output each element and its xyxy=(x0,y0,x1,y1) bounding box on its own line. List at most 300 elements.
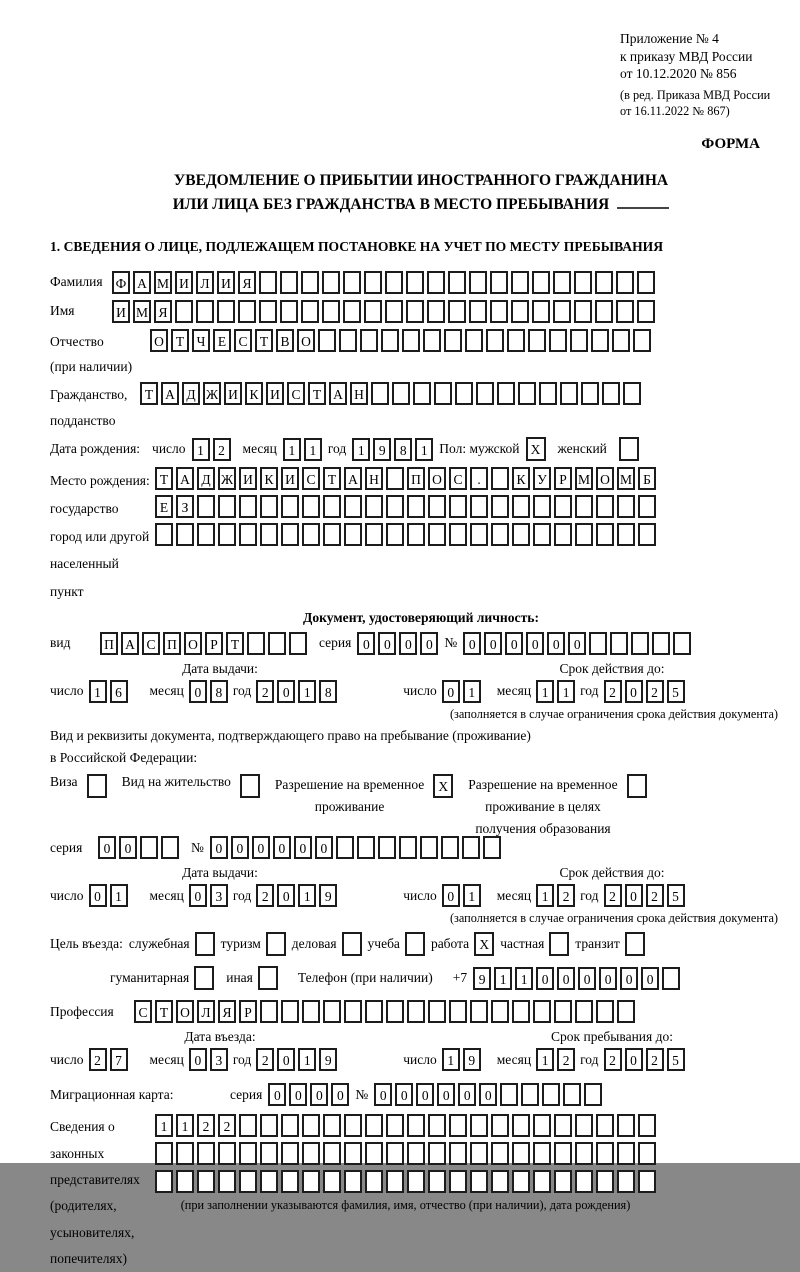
char-box[interactable]: 2 xyxy=(646,680,664,703)
char-box[interactable] xyxy=(176,1142,194,1165)
char-box[interactable]: 0 xyxy=(252,836,270,859)
char-box[interactable] xyxy=(386,1142,404,1165)
char-box[interactable] xyxy=(575,1142,593,1165)
char-box[interactable]: Д xyxy=(197,467,215,490)
char-box[interactable]: Т xyxy=(226,632,244,655)
purpose-humanitarian-checkbox[interactable] xyxy=(194,966,214,990)
char-box[interactable] xyxy=(591,329,609,352)
char-box[interactable] xyxy=(302,495,320,518)
char-box[interactable] xyxy=(507,329,525,352)
char-box[interactable] xyxy=(385,271,403,294)
char-box[interactable]: М xyxy=(154,271,172,294)
char-box[interactable] xyxy=(238,300,256,323)
char-box[interactable] xyxy=(575,523,593,546)
char-box[interactable] xyxy=(554,523,572,546)
char-box[interactable] xyxy=(155,523,173,546)
char-box[interactable] xyxy=(434,382,452,405)
char-box[interactable]: И xyxy=(112,300,130,323)
purpose-private-checkbox[interactable] xyxy=(549,932,569,956)
char-box[interactable] xyxy=(281,1000,299,1023)
char-box[interactable] xyxy=(407,1000,425,1023)
char-box[interactable] xyxy=(616,300,634,323)
char-box[interactable] xyxy=(589,632,607,655)
char-box[interactable]: 2 xyxy=(213,438,231,461)
char-box[interactable] xyxy=(365,1000,383,1023)
char-box[interactable] xyxy=(470,523,488,546)
char-box[interactable]: 0 xyxy=(277,884,295,907)
char-box[interactable]: И xyxy=(175,271,193,294)
char-box[interactable] xyxy=(399,836,417,859)
char-box[interactable]: 1 xyxy=(192,438,210,461)
char-box[interactable]: 1 xyxy=(298,884,316,907)
char-box[interactable] xyxy=(427,300,445,323)
char-box[interactable]: 1 xyxy=(352,438,370,461)
char-box[interactable]: А xyxy=(133,271,151,294)
char-box[interactable] xyxy=(491,1114,509,1137)
char-box[interactable] xyxy=(533,1142,551,1165)
char-box[interactable]: 8 xyxy=(210,680,228,703)
char-box[interactable] xyxy=(554,1000,572,1023)
char-box[interactable]: 1 xyxy=(298,680,316,703)
char-box[interactable]: К xyxy=(512,467,530,490)
char-box[interactable]: Р xyxy=(205,632,223,655)
char-box[interactable] xyxy=(365,495,383,518)
char-box[interactable]: 9 xyxy=(463,1048,481,1071)
char-box[interactable] xyxy=(428,1142,446,1165)
char-box[interactable]: 0 xyxy=(437,1083,455,1106)
char-box[interactable] xyxy=(217,300,235,323)
char-box[interactable]: Т xyxy=(155,1000,173,1023)
char-box[interactable] xyxy=(323,1142,341,1165)
char-box[interactable]: З xyxy=(176,495,194,518)
char-box[interactable]: 1 xyxy=(155,1114,173,1137)
residence-checkbox[interactable] xyxy=(240,774,260,798)
char-box[interactable] xyxy=(610,632,628,655)
char-box[interactable]: 9 xyxy=(319,884,337,907)
char-box[interactable] xyxy=(385,300,403,323)
char-box[interactable] xyxy=(155,1142,173,1165)
char-box[interactable] xyxy=(344,1170,362,1193)
char-box[interactable]: Я xyxy=(154,300,172,323)
char-box[interactable] xyxy=(673,632,691,655)
char-box[interactable] xyxy=(532,271,550,294)
char-box[interactable] xyxy=(486,329,504,352)
char-box[interactable]: . xyxy=(470,467,488,490)
char-box[interactable] xyxy=(449,1000,467,1023)
char-box[interactable] xyxy=(491,1000,509,1023)
char-box[interactable] xyxy=(616,271,634,294)
char-box[interactable]: 9 xyxy=(473,967,491,990)
char-box[interactable] xyxy=(239,1170,257,1193)
char-box[interactable] xyxy=(364,300,382,323)
char-box[interactable] xyxy=(638,523,656,546)
char-box[interactable] xyxy=(357,836,375,859)
char-box[interactable]: 2 xyxy=(557,1048,575,1071)
char-box[interactable] xyxy=(413,382,431,405)
char-box[interactable] xyxy=(581,382,599,405)
char-box[interactable] xyxy=(448,300,466,323)
char-box[interactable] xyxy=(570,329,588,352)
char-box[interactable]: М xyxy=(133,300,151,323)
char-box[interactable]: 0 xyxy=(289,1083,307,1106)
char-box[interactable] xyxy=(407,1170,425,1193)
edu-permit-checkbox[interactable] xyxy=(627,774,647,798)
char-box[interactable]: 0 xyxy=(273,836,291,859)
char-box[interactable]: 0 xyxy=(189,680,207,703)
purpose-commercial-checkbox[interactable] xyxy=(342,932,362,956)
char-box[interactable]: А xyxy=(161,382,179,405)
char-box[interactable] xyxy=(197,1142,215,1165)
char-box[interactable]: 8 xyxy=(319,680,337,703)
char-box[interactable] xyxy=(542,1083,560,1106)
char-box[interactable]: Ф xyxy=(112,271,130,294)
char-box[interactable]: Т xyxy=(255,329,273,352)
char-box[interactable] xyxy=(301,271,319,294)
char-box[interactable]: П xyxy=(100,632,118,655)
char-box[interactable] xyxy=(344,495,362,518)
char-box[interactable]: 0 xyxy=(625,1048,643,1071)
char-box[interactable] xyxy=(469,300,487,323)
char-box[interactable] xyxy=(407,495,425,518)
char-box[interactable]: С xyxy=(287,382,305,405)
char-box[interactable] xyxy=(260,1170,278,1193)
char-box[interactable]: 0 xyxy=(625,680,643,703)
char-box[interactable] xyxy=(470,1000,488,1023)
char-box[interactable] xyxy=(574,271,592,294)
char-box[interactable] xyxy=(512,1142,530,1165)
char-box[interactable] xyxy=(511,271,529,294)
char-box[interactable] xyxy=(155,1170,173,1193)
char-box[interactable] xyxy=(521,1083,539,1106)
char-box[interactable] xyxy=(584,1083,602,1106)
char-box[interactable] xyxy=(323,1170,341,1193)
char-box[interactable]: 0 xyxy=(536,967,554,990)
char-box[interactable] xyxy=(260,1114,278,1137)
char-box[interactable]: 1 xyxy=(515,967,533,990)
purpose-transit-checkbox[interactable] xyxy=(625,932,645,956)
char-box[interactable]: 1 xyxy=(536,680,554,703)
char-box[interactable] xyxy=(444,329,462,352)
char-box[interactable]: Я xyxy=(218,1000,236,1023)
char-box[interactable] xyxy=(386,467,404,490)
purpose-tourism-checkbox[interactable] xyxy=(266,932,286,956)
char-box[interactable] xyxy=(528,329,546,352)
char-box[interactable]: 1 xyxy=(298,1048,316,1071)
char-box[interactable] xyxy=(539,382,557,405)
char-box[interactable]: М xyxy=(575,467,593,490)
char-box[interactable] xyxy=(602,382,620,405)
char-box[interactable] xyxy=(365,1114,383,1137)
char-box[interactable]: И xyxy=(217,271,235,294)
char-box[interactable] xyxy=(392,382,410,405)
char-box[interactable] xyxy=(344,1114,362,1137)
char-box[interactable]: 2 xyxy=(89,1048,107,1071)
char-box[interactable] xyxy=(554,1114,572,1137)
char-box[interactable]: М xyxy=(617,467,635,490)
char-box[interactable] xyxy=(339,329,357,352)
char-box[interactable] xyxy=(423,329,441,352)
char-box[interactable] xyxy=(386,495,404,518)
char-box[interactable]: 0 xyxy=(420,632,438,655)
char-box[interactable]: С xyxy=(134,1000,152,1023)
char-box[interactable]: 1 xyxy=(304,438,322,461)
char-box[interactable] xyxy=(364,271,382,294)
char-box[interactable]: Ж xyxy=(203,382,221,405)
purpose-study-checkbox[interactable] xyxy=(405,932,425,956)
char-box[interactable]: 1 xyxy=(442,1048,460,1071)
char-box[interactable]: С xyxy=(449,467,467,490)
char-box[interactable] xyxy=(301,300,319,323)
char-box[interactable]: И xyxy=(266,382,284,405)
char-box[interactable]: О xyxy=(184,632,202,655)
char-box[interactable] xyxy=(302,523,320,546)
char-box[interactable] xyxy=(491,467,509,490)
char-box[interactable] xyxy=(575,1000,593,1023)
char-box[interactable]: Е xyxy=(213,329,231,352)
char-box[interactable] xyxy=(511,300,529,323)
char-box[interactable] xyxy=(280,271,298,294)
char-box[interactable]: П xyxy=(163,632,181,655)
char-box[interactable] xyxy=(420,836,438,859)
char-box[interactable]: 1 xyxy=(110,884,128,907)
char-box[interactable]: Т xyxy=(323,467,341,490)
char-box[interactable]: Д xyxy=(182,382,200,405)
char-box[interactable] xyxy=(533,1170,551,1193)
char-box[interactable]: Р xyxy=(239,1000,257,1023)
char-box[interactable] xyxy=(595,271,613,294)
char-box[interactable] xyxy=(596,523,614,546)
char-box[interactable] xyxy=(360,329,378,352)
char-box[interactable] xyxy=(302,1114,320,1137)
char-box[interactable] xyxy=(218,495,236,518)
char-box[interactable] xyxy=(344,1142,362,1165)
char-box[interactable] xyxy=(406,300,424,323)
char-box[interactable] xyxy=(596,1000,614,1023)
char-box[interactable]: 0 xyxy=(620,967,638,990)
char-box[interactable] xyxy=(378,836,396,859)
char-box[interactable] xyxy=(490,271,508,294)
char-box[interactable]: 3 xyxy=(210,1048,228,1071)
char-box[interactable] xyxy=(386,1114,404,1137)
char-box[interactable]: 0 xyxy=(458,1083,476,1106)
char-box[interactable] xyxy=(386,523,404,546)
char-box[interactable] xyxy=(617,523,635,546)
char-box[interactable]: О xyxy=(176,1000,194,1023)
char-box[interactable] xyxy=(512,1114,530,1137)
char-box[interactable]: 0 xyxy=(599,967,617,990)
char-box[interactable] xyxy=(465,329,483,352)
char-box[interactable] xyxy=(575,1114,593,1137)
char-box[interactable] xyxy=(302,1142,320,1165)
char-box[interactable] xyxy=(574,300,592,323)
char-box[interactable] xyxy=(638,1170,656,1193)
char-box[interactable] xyxy=(386,1000,404,1023)
char-box[interactable] xyxy=(491,1142,509,1165)
char-box[interactable] xyxy=(662,967,680,990)
char-box[interactable]: 9 xyxy=(373,438,391,461)
char-box[interactable] xyxy=(449,495,467,518)
char-box[interactable] xyxy=(140,836,158,859)
char-box[interactable] xyxy=(483,836,501,859)
char-box[interactable] xyxy=(289,632,307,655)
char-box[interactable] xyxy=(637,271,655,294)
char-box[interactable] xyxy=(449,1170,467,1193)
char-box[interactable]: А xyxy=(329,382,347,405)
char-box[interactable] xyxy=(554,1170,572,1193)
char-box[interactable]: О xyxy=(596,467,614,490)
char-box[interactable] xyxy=(302,1170,320,1193)
char-box[interactable] xyxy=(161,836,179,859)
char-box[interactable] xyxy=(323,1000,341,1023)
char-box[interactable]: Т xyxy=(308,382,326,405)
char-box[interactable] xyxy=(633,329,651,352)
char-box[interactable]: 1 xyxy=(463,680,481,703)
char-box[interactable]: 6 xyxy=(110,680,128,703)
char-box[interactable] xyxy=(175,300,193,323)
char-box[interactable]: 0 xyxy=(416,1083,434,1106)
char-box[interactable]: 1 xyxy=(557,680,575,703)
char-box[interactable] xyxy=(323,1114,341,1137)
char-box[interactable]: 0 xyxy=(578,967,596,990)
char-box[interactable] xyxy=(455,382,473,405)
char-box[interactable] xyxy=(336,836,354,859)
purpose-other-checkbox[interactable] xyxy=(258,966,278,990)
char-box[interactable]: 0 xyxy=(357,632,375,655)
char-box[interactable]: 2 xyxy=(197,1114,215,1137)
char-box[interactable] xyxy=(323,495,341,518)
char-box[interactable]: 5 xyxy=(667,680,685,703)
char-box[interactable] xyxy=(532,300,550,323)
char-box[interactable] xyxy=(176,523,194,546)
char-box[interactable] xyxy=(407,1142,425,1165)
char-box[interactable] xyxy=(491,495,509,518)
char-box[interactable] xyxy=(617,1142,635,1165)
char-box[interactable]: 1 xyxy=(89,680,107,703)
char-box[interactable]: 2 xyxy=(256,884,274,907)
char-box[interactable]: 5 xyxy=(667,1048,685,1071)
char-box[interactable] xyxy=(428,523,446,546)
char-box[interactable] xyxy=(281,523,299,546)
char-box[interactable] xyxy=(280,300,298,323)
char-box[interactable]: У xyxy=(533,467,551,490)
char-box[interactable]: 0 xyxy=(484,632,502,655)
char-box[interactable]: 0 xyxy=(442,884,460,907)
char-box[interactable] xyxy=(343,300,361,323)
char-box[interactable]: Р xyxy=(554,467,572,490)
char-box[interactable]: 2 xyxy=(557,884,575,907)
char-box[interactable] xyxy=(281,495,299,518)
char-box[interactable] xyxy=(470,1142,488,1165)
char-box[interactable]: 0 xyxy=(98,836,116,859)
char-box[interactable]: К xyxy=(260,467,278,490)
char-box[interactable] xyxy=(428,1170,446,1193)
char-box[interactable] xyxy=(631,632,649,655)
char-box[interactable]: С xyxy=(302,467,320,490)
char-box[interactable] xyxy=(512,1000,530,1023)
char-box[interactable] xyxy=(197,1170,215,1193)
char-box[interactable]: Ж xyxy=(218,467,236,490)
char-box[interactable]: 0 xyxy=(463,632,481,655)
char-box[interactable] xyxy=(268,632,286,655)
char-box[interactable] xyxy=(449,1114,467,1137)
char-box[interactable] xyxy=(596,495,614,518)
char-box[interactable] xyxy=(470,495,488,518)
char-box[interactable]: 7 xyxy=(110,1048,128,1071)
char-box[interactable]: 3 xyxy=(210,884,228,907)
char-box[interactable]: 0 xyxy=(315,836,333,859)
char-box[interactable] xyxy=(428,1114,446,1137)
char-box[interactable] xyxy=(196,300,214,323)
char-box[interactable] xyxy=(448,271,466,294)
char-box[interactable]: 0 xyxy=(557,967,575,990)
char-box[interactable] xyxy=(533,523,551,546)
char-box[interactable] xyxy=(322,300,340,323)
char-box[interactable] xyxy=(553,300,571,323)
char-box[interactable] xyxy=(322,271,340,294)
char-box[interactable]: 0 xyxy=(89,884,107,907)
char-box[interactable] xyxy=(218,523,236,546)
char-box[interactable]: 0 xyxy=(526,632,544,655)
char-box[interactable] xyxy=(260,495,278,518)
char-box[interactable] xyxy=(470,1114,488,1137)
char-box[interactable]: И xyxy=(239,467,257,490)
char-box[interactable]: 0 xyxy=(625,884,643,907)
char-box[interactable] xyxy=(490,300,508,323)
visa-checkbox[interactable] xyxy=(87,774,107,798)
char-box[interactable] xyxy=(476,382,494,405)
char-box[interactable]: Я xyxy=(238,271,256,294)
char-box[interactable]: А xyxy=(176,467,194,490)
char-box[interactable] xyxy=(318,329,336,352)
char-box[interactable] xyxy=(344,523,362,546)
char-box[interactable]: 0 xyxy=(479,1083,497,1106)
char-box[interactable] xyxy=(281,1114,299,1137)
char-box[interactable] xyxy=(638,495,656,518)
char-box[interactable] xyxy=(617,1114,635,1137)
char-box[interactable]: Н xyxy=(350,382,368,405)
char-box[interactable]: 0 xyxy=(641,967,659,990)
char-box[interactable]: 0 xyxy=(294,836,312,859)
char-box[interactable]: О xyxy=(150,329,168,352)
temp-permit-checkbox[interactable]: X xyxy=(433,774,453,798)
char-box[interactable] xyxy=(560,382,578,405)
char-box[interactable]: И xyxy=(224,382,242,405)
char-box[interactable]: Т xyxy=(171,329,189,352)
purpose-business-checkbox[interactable] xyxy=(195,932,215,956)
char-box[interactable] xyxy=(512,523,530,546)
char-box[interactable]: 0 xyxy=(331,1083,349,1106)
char-box[interactable] xyxy=(402,329,420,352)
char-box[interactable]: А xyxy=(344,467,362,490)
char-box[interactable]: 1 xyxy=(463,884,481,907)
char-box[interactable]: Т xyxy=(140,382,158,405)
char-box[interactable]: 1 xyxy=(494,967,512,990)
char-box[interactable] xyxy=(470,1170,488,1193)
purpose-work-checkbox[interactable]: X xyxy=(474,932,494,956)
char-box[interactable]: 0 xyxy=(378,632,396,655)
char-box[interactable] xyxy=(239,1142,257,1165)
char-box[interactable]: Н xyxy=(365,467,383,490)
char-box[interactable]: О xyxy=(297,329,315,352)
char-box[interactable] xyxy=(218,1142,236,1165)
char-box[interactable] xyxy=(575,1170,593,1193)
char-box[interactable] xyxy=(427,271,445,294)
char-box[interactable] xyxy=(617,495,635,518)
char-box[interactable]: 1 xyxy=(176,1114,194,1137)
char-box[interactable] xyxy=(176,1170,194,1193)
char-box[interactable]: Л xyxy=(196,271,214,294)
char-box[interactable]: 0 xyxy=(210,836,228,859)
